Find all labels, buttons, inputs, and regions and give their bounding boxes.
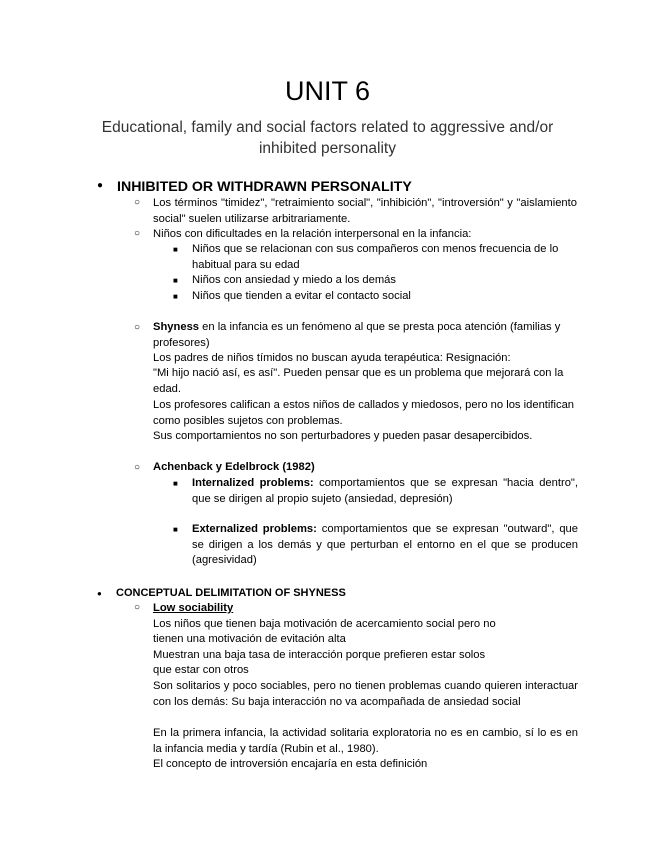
low-sociability-line-2: tienen una motivación de evitación alta	[153, 633, 346, 645]
section1-item-terms: Los términos "timidez", "retraimiento social", "inhibición", "introversión" y "aislamiento social" suelen utilizarse arbitrariamente.	[153, 197, 577, 225]
page-subtitle: Educational, family and social factors related to aggressive and/or inhibited personality	[101, 119, 554, 157]
externalized-term: Externalized problems:	[192, 523, 317, 535]
bullet-square-icon: ■	[173, 276, 178, 285]
section1-item-difficulties: Niños con dificultades en la relación interpersonal en la infancia:	[153, 228, 472, 240]
shyness-parents: Los padres de niños tímidos no buscan ayuda terapéutica: Resignación:	[153, 352, 511, 364]
internalized-term: Internalized problems:	[192, 477, 314, 489]
achenback-heading: Achenback y Edelbrock (1982)	[153, 461, 315, 473]
page-title: UNIT 6	[284, 76, 371, 106]
low-sociability-line-1: Los niños que tienen baja motivación de acercamiento social pero no	[153, 618, 496, 630]
bullet-dot-icon: ●	[97, 180, 104, 191]
low-sociability-para-3: El concepto de introversión encajaría en esta definición	[153, 758, 428, 770]
shyness-intro	[153, 320, 578, 351]
internalized-problems	[192, 476, 578, 507]
low-sociability-label: Low sociability	[153, 602, 234, 614]
sub-item-3: Niños que tienden a evitar el contacto social	[192, 290, 411, 302]
bullet-square-icon: ■	[173, 479, 178, 488]
sub-item-2: Niños con ansiedad y miedo a los demás	[192, 274, 396, 286]
externalized-text: comportamientos que se expresan "outward", que se dirigen a los demás y que perturban el entorno en el que se producen (agresividad)	[192, 523, 578, 567]
low-sociability-line-4: que estar con otros	[153, 664, 249, 676]
internalized-text: comportamientos que se expresan "hacia dentro", que se dirigen al propio sujeto (ansiedad, depresión)	[192, 477, 578, 505]
section1-heading: INHIBITED OR WITHDRAWN PERSONALITY	[117, 179, 412, 195]
bullet-circle-icon: ○	[134, 228, 141, 239]
section2-heading: CONCEPTUAL DELIMITATION OF SHYNESS	[116, 587, 346, 599]
sub-item-1: Niños que se relacionan con sus compañeros con menos frecuencia de lo habitual para su edad	[192, 243, 559, 271]
bullet-circle-icon: ○	[134, 602, 141, 613]
bullet-circle-icon: ○	[134, 322, 141, 333]
low-sociability-heading	[153, 601, 353, 617]
shyness-term: Shyness	[153, 321, 200, 333]
shyness-teachers: Los profesores califican a estos niños de callados y miedosos, pero no los identifican como posibles sujetos con problemas.	[153, 399, 575, 427]
shyness-quote: "Mi hijo nació así, es así". Pueden pensar que es un problema que mejorará con la edad.	[153, 367, 564, 395]
bullet-circle-icon: ○	[134, 197, 141, 208]
shyness-behaviors: Sus comportamientos no son perturbadores y pueden pasar desapercibidos.	[153, 430, 533, 442]
low-sociability-para-1: Son solitarios y poco sociables, pero no tienen problemas cuando quieren interactuar con los demás: Su baja interacción no va acompañada de ansiedad social	[153, 680, 578, 708]
low-sociability-para-2: En la primera infancia, la actividad solitaria exploratoria no es en cambio, sí lo es en la infancia media y tardía (Rubin et al., 1980).	[153, 727, 578, 755]
low-sociability-line-3: Muestran una baja tasa de interacción porque prefieren estar solos	[153, 649, 486, 661]
bullet-dot-icon: ●	[97, 589, 102, 598]
bullet-square-icon: ■	[173, 525, 178, 534]
bullet-square-icon: ■	[173, 292, 178, 301]
externalized-problems	[192, 522, 578, 569]
bullet-circle-icon: ○	[134, 462, 141, 473]
shyness-intro-text: en la infancia es un fenómeno al que se presta poca atención (familias y profesores)	[153, 321, 561, 349]
bullet-square-icon: ■	[173, 245, 178, 254]
